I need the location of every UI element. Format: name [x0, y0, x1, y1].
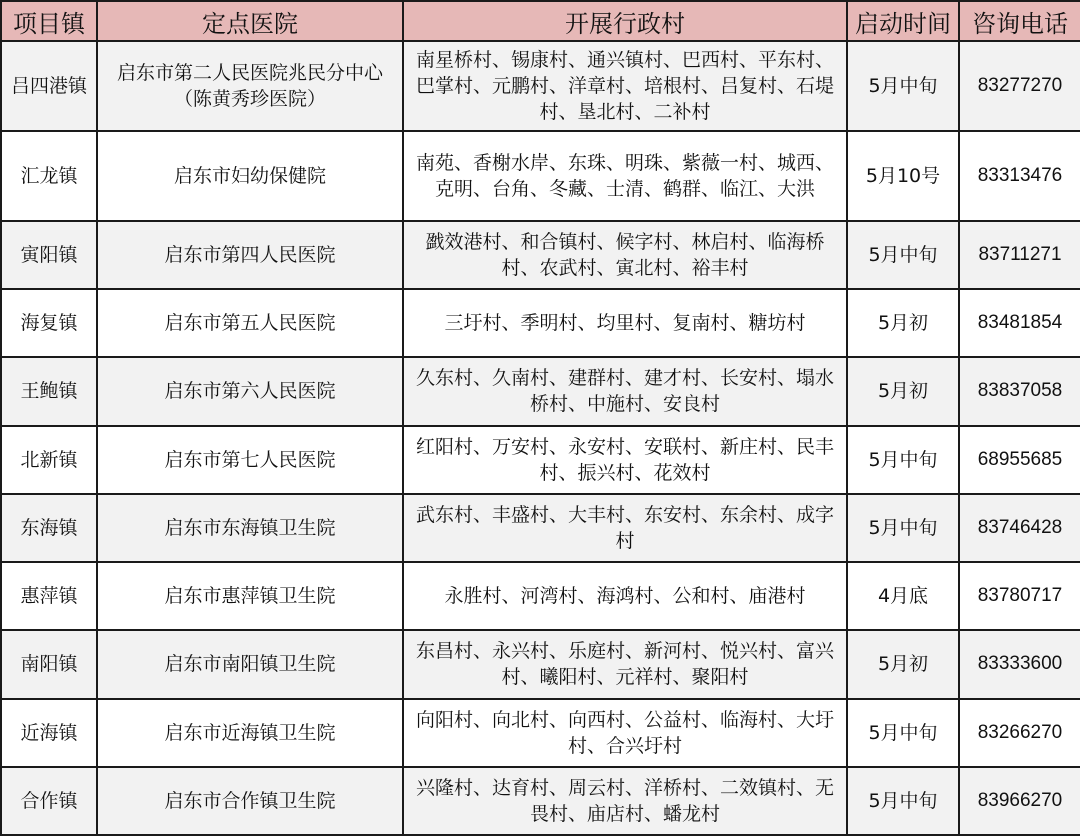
header-town: 项目镇 — [1, 1, 97, 41]
phone-cell: 83780717 — [959, 562, 1080, 630]
villages-cell: 兴隆村、达育村、周云村、洋桥村、二效镇村、无畏村、庙店村、蟠龙村 — [403, 767, 847, 835]
start-time-cell: 5月中旬 — [847, 221, 959, 289]
hospital-cell: 启东市第四人民医院 — [97, 221, 403, 289]
villages-cell: 向阳村、向北村、向西村、公益村、临海村、大圩村、合兴圩村 — [403, 699, 847, 767]
table-row — [1, 699, 1080, 767]
header-hospital: 定点医院 — [97, 1, 403, 41]
table-row — [1, 426, 1080, 494]
table-row — [1, 630, 1080, 698]
phone-cell: 83333600 — [959, 630, 1080, 698]
table-row — [1, 221, 1080, 289]
town-cell: 海复镇 — [1, 289, 97, 357]
table-row — [1, 41, 1080, 131]
town-cell: 合作镇 — [1, 767, 97, 835]
phone-cell: 83313476 — [959, 131, 1080, 221]
town-cell: 东海镇 — [1, 494, 97, 562]
phone-cell: 83966270 — [959, 767, 1080, 835]
start-time-cell: 5月初 — [847, 630, 959, 698]
start-time-cell: 5月中旬 — [847, 767, 959, 835]
villages-cell: 南星桥村、锡康村、通兴镇村、巴西村、平东村、巴掌村、元鹏村、洋章村、培根村、吕复村、石堤村、垦北村、二补村 — [403, 41, 847, 131]
villages-cell: 红阳村、万安村、永安村、安联村、新庄村、民丰村、振兴村、花效村 — [403, 426, 847, 494]
start-time-cell: 5月中旬 — [847, 494, 959, 562]
hospital-cell: 启东市东海镇卫生院 — [97, 494, 403, 562]
header-start-time: 启动时间 — [847, 1, 959, 41]
phone-cell: 83837058 — [959, 357, 1080, 425]
phone-cell: 83277270 — [959, 41, 1080, 131]
start-time-cell: 5月初 — [847, 289, 959, 357]
hospital-cell: 启东市妇幼保健院 — [97, 131, 403, 221]
header-row — [1, 1, 1080, 41]
table-row — [1, 289, 1080, 357]
table-row — [1, 562, 1080, 630]
hospital-cell: 启东市南阳镇卫生院 — [97, 630, 403, 698]
villages-cell: 东昌村、永兴村、乐庭村、新河村、悦兴村、富兴村、曦阳村、元祥村、聚阳村 — [403, 630, 847, 698]
villages-cell: 三圩村、季明村、均里村、复南村、糖坊村 — [403, 289, 847, 357]
villages-cell: 南苑、香榭水岸、东珠、明珠、紫薇一村、城西、克明、台角、冬藏、士清、鹤群、临江、大洪 — [403, 131, 847, 221]
hospital-cell: 启东市第五人民医院 — [97, 289, 403, 357]
town-cell: 惠萍镇 — [1, 562, 97, 630]
hospital-cell: 启东市第二人民医院兆民分中心（陈黄秀珍医院） — [97, 41, 403, 131]
hospital-cell: 启东市惠萍镇卫生院 — [97, 562, 403, 630]
phone-cell: 68955685 — [959, 426, 1080, 494]
town-cell: 近海镇 — [1, 699, 97, 767]
start-time-cell: 5月初 — [847, 357, 959, 425]
phone-cell: 83711271 — [959, 221, 1080, 289]
town-cell: 南阳镇 — [1, 630, 97, 698]
town-cell: 寅阳镇 — [1, 221, 97, 289]
header-phone: 咨询电话 — [959, 1, 1080, 41]
hospital-cell: 启东市合作镇卫生院 — [97, 767, 403, 835]
phone-cell: 83266270 — [959, 699, 1080, 767]
start-time-cell: 5月中旬 — [847, 699, 959, 767]
table-row — [1, 357, 1080, 425]
table-row — [1, 494, 1080, 562]
hospital-cell: 启东市第六人民医院 — [97, 357, 403, 425]
start-time-cell: 5月10号 — [847, 131, 959, 221]
town-cell: 北新镇 — [1, 426, 97, 494]
hospital-cell: 启东市近海镇卫生院 — [97, 699, 403, 767]
start-time-cell: 5月中旬 — [847, 41, 959, 131]
hospital-cell: 启东市第七人民医院 — [97, 426, 403, 494]
town-cell: 王鲍镇 — [1, 357, 97, 425]
town-cell: 吕四港镇 — [1, 41, 97, 131]
table-row — [1, 767, 1080, 835]
start-time-cell: 5月中旬 — [847, 426, 959, 494]
header-villages: 开展行政村 — [403, 1, 847, 41]
villages-cell: 武东村、丰盛村、大丰村、东安村、东余村、成字村 — [403, 494, 847, 562]
phone-cell: 83481854 — [959, 289, 1080, 357]
table-row — [1, 131, 1080, 221]
villages-cell: 久东村、久南村、建群村、建才村、长安村、塌水桥村、中施村、安良村 — [403, 357, 847, 425]
phone-cell: 83746428 — [959, 494, 1080, 562]
villages-cell: 戤效港村、和合镇村、候字村、林启村、临海桥村、农武村、寅北村、裕丰村 — [403, 221, 847, 289]
town-cell: 汇龙镇 — [1, 131, 97, 221]
start-time-cell: 4月底 — [847, 562, 959, 630]
villages-cell: 永胜村、河湾村、海鸿村、公和村、庙港村 — [403, 562, 847, 630]
